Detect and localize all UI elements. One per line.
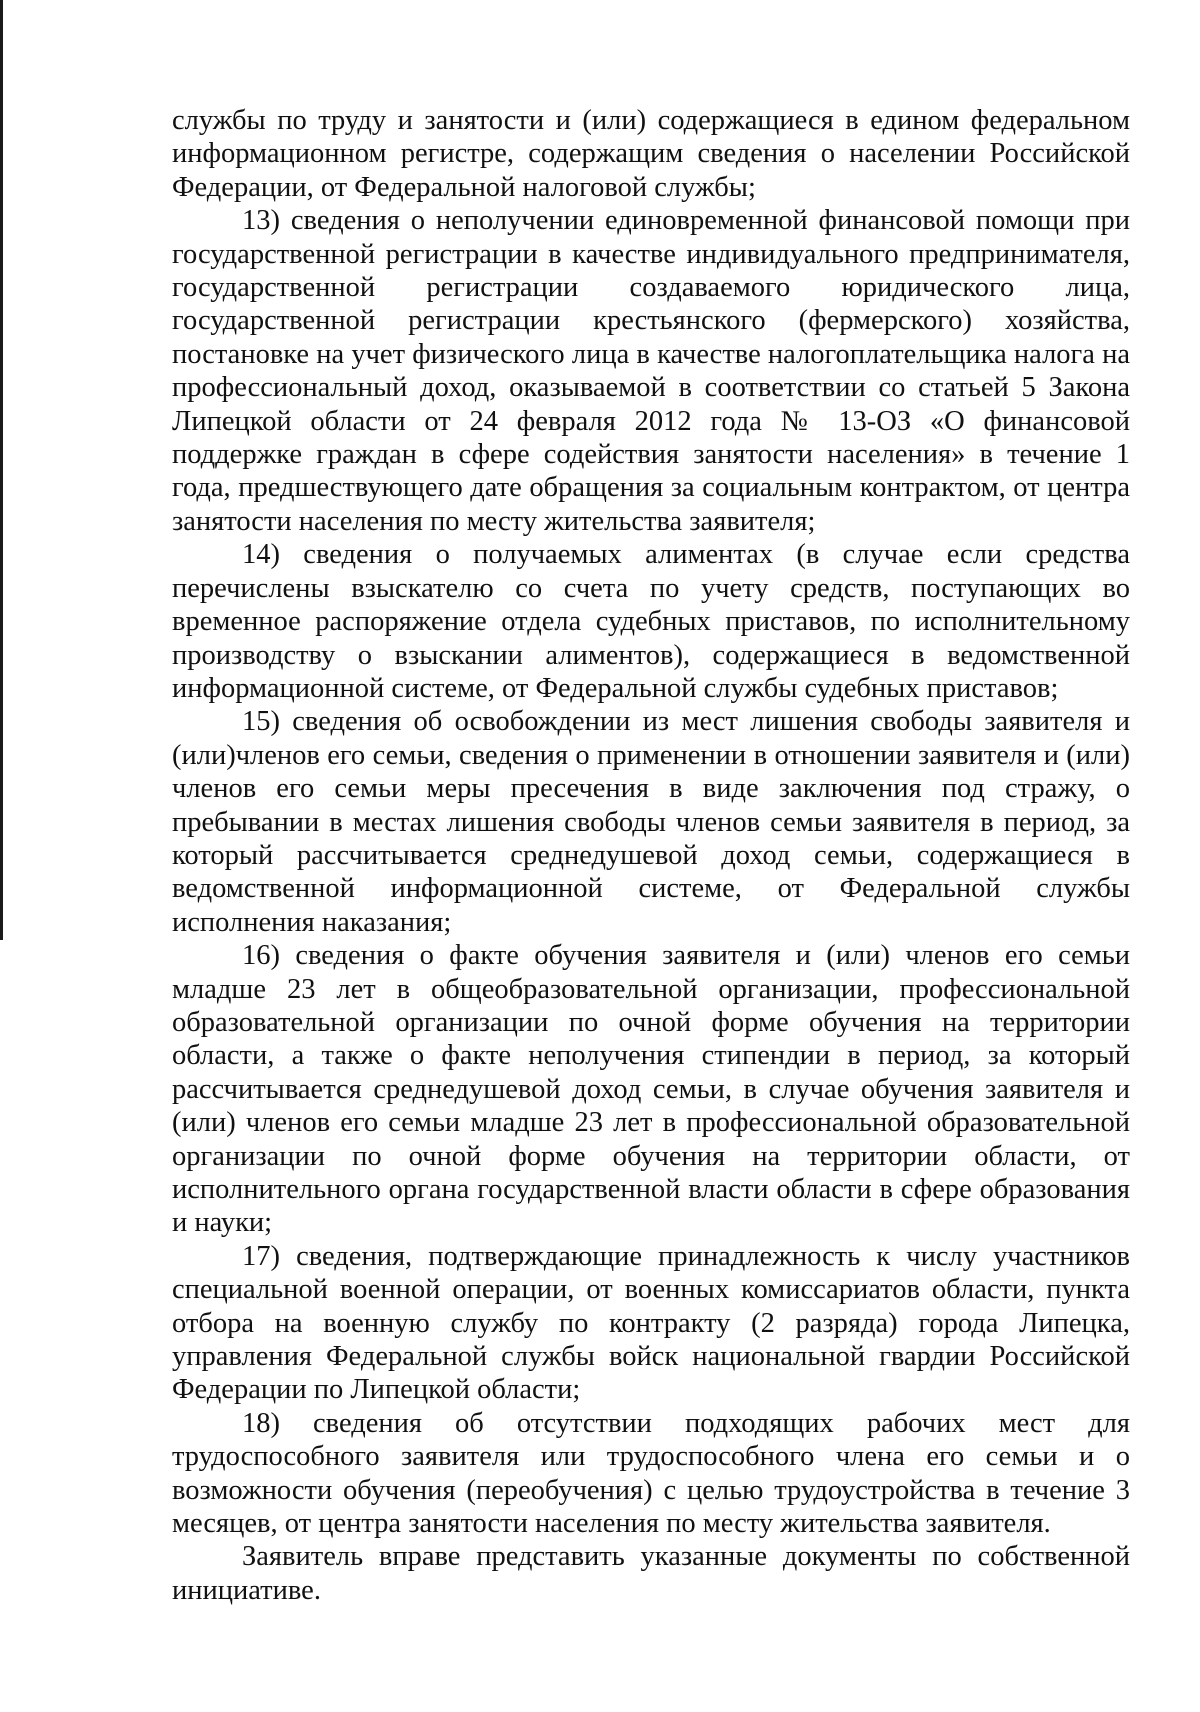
scan-edge-line: [0, 0, 3, 940]
paragraph-intro-continuation: службы по труду и занятости и (или) содержащиеся в едином федеральном информационном регистре, содержащим сведения о населении Российской Федерации, от Федеральной налоговой службы;: [172, 105, 1130, 203]
paragraph-item-16: 16) сведения о факте обучения заявителя и (или) членов его семьи младше 23 лет в общеобразовательной организации, профессиональной образовательной организации по очной форме обучения на территории области, а также о факте неполучения стипендии в период, за который рассчитывается среднедушевой доход семьи, в случае обучения заявителя и (или) членов его семьи младше 23 лет в профессиональной образовательной организации по очной форме обучения на территории области, от исполнительного органа государственной власти области в сфере образования и науки;: [172, 940, 1130, 1239]
document-body: [172, 104, 1130, 1607]
paragraph-closing-note: Заявитель вправе представить указанные документы по собственной инициативе.: [172, 1541, 1130, 1606]
paragraph-item-15: 15) сведения об освобождении из мест лишения свободы заявителя и (или)членов его семьи, сведения о применении в отношении заявителя и (или) членов его семьи меры пресечения в виде заключения под стражу, о пребывании в местах лишения свободы членов семьи заявителя в период, за который рассчитывается среднедушевой доход семьи, содержащиеся в ведомственной информационной системе, от Федеральной службы исполнения наказания;: [172, 706, 1130, 938]
paragraph-item-14: 14) сведения о получаемых алиментах (в случае если средства перечислены взыскателю со счета по учету средств, поступающих во временное распоряжение отдела судебных приставов, по исполнительному производству о взыскании алиментов), содержащиеся в ведомственной информационной системе, от Федеральной службы судебных приставов;: [172, 539, 1130, 704]
paragraph-item-17: 17) сведения, подтверждающие принадлежность к числу участников специальной военной операции, от военных комиссариатов области, пункта отбора на военную службу по контракту (2 разряда) города Липецка, управления Федеральной службы войск национальной гвардии Российской Федерации по Липецкой области;: [172, 1240, 1130, 1406]
paragraph-item-13: 13) сведения о неполучении единовременной финансовой помощи при государственной регистрации в качестве индивидуального предпринимателя, государственной регистрации создаваемого юридического лица, государственной регистрации крестьянского (фермерского) хозяйства, постановке на учет физического лица в качестве налогоплательщика налога на профессиональный доход, оказываемой в соответствии со статьей 5 Закона Липецкой области от 24 февраля 2012 года № 13-ОЗ «О финансовой поддержке граждан в сфере содействия занятости населения» в течение 1 года, предшествующего дате обращения за социальным контрактом, от центра занятости населения по месту жительства заявителя;: [172, 205, 1130, 537]
paragraph-item-18: 18) сведения об отсутствии подходящих рабочих мест для трудоспособного заявителя или трудоспособного члена его семьи и о возможности обучения (переобучения) с целью трудоустройства в течение 3 месяцев, от центра занятости населения по месту жительства заявителя.: [172, 1407, 1130, 1540]
